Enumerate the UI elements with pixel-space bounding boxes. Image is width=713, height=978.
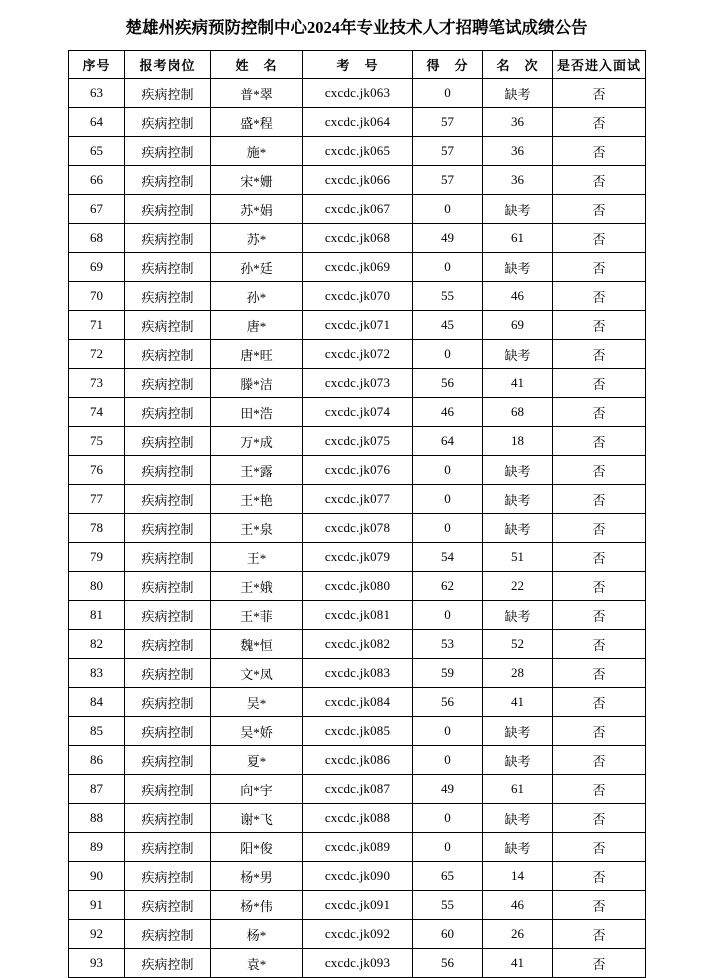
cell-post: 疾病控制 xyxy=(125,369,211,398)
cell-post: 疾病控制 xyxy=(125,224,211,253)
cell-interview: 否 xyxy=(553,920,646,949)
cell-name: 王*泉 xyxy=(211,514,303,543)
cell-post: 疾病控制 xyxy=(125,601,211,630)
cell-interview: 否 xyxy=(553,891,646,920)
cell-score: 65 xyxy=(413,862,483,891)
cell-post: 疾病控制 xyxy=(125,630,211,659)
cell-exam-number: cxcdc.jk075 xyxy=(303,427,413,456)
cell-score: 57 xyxy=(413,137,483,166)
cell-name: 普*翠 xyxy=(211,79,303,108)
cell-score: 57 xyxy=(413,166,483,195)
cell-exam-number: cxcdc.jk089 xyxy=(303,833,413,862)
cell-score: 54 xyxy=(413,543,483,572)
cell-interview: 否 xyxy=(553,224,646,253)
table-row xyxy=(69,572,646,601)
cell-post: 疾病控制 xyxy=(125,311,211,340)
cell-exam-number: cxcdc.jk092 xyxy=(303,920,413,949)
cell-name: 魏*恒 xyxy=(211,630,303,659)
cell-score: 46 xyxy=(413,398,483,427)
cell-exam-number: cxcdc.jk087 xyxy=(303,775,413,804)
cell-rank: 69 xyxy=(483,311,553,340)
cell-post: 疾病控制 xyxy=(125,253,211,282)
cell-name: 苏*娟 xyxy=(211,195,303,224)
cell-name: 谢*飞 xyxy=(211,804,303,833)
cell-score: 0 xyxy=(413,833,483,862)
cell-seq: 93 xyxy=(69,949,125,978)
cell-seq: 74 xyxy=(69,398,125,427)
cell-score: 49 xyxy=(413,224,483,253)
column-header-score: 得 分 xyxy=(413,51,483,79)
cell-post: 疾病控制 xyxy=(125,572,211,601)
cell-interview: 否 xyxy=(553,514,646,543)
table-row xyxy=(69,543,646,572)
cell-rank: 36 xyxy=(483,166,553,195)
cell-post: 疾病控制 xyxy=(125,514,211,543)
cell-seq: 85 xyxy=(69,717,125,746)
cell-rank: 68 xyxy=(483,398,553,427)
cell-score: 56 xyxy=(413,688,483,717)
cell-score: 59 xyxy=(413,659,483,688)
cell-score: 53 xyxy=(413,630,483,659)
cell-seq: 82 xyxy=(69,630,125,659)
cell-interview: 否 xyxy=(553,398,646,427)
cell-interview: 否 xyxy=(553,630,646,659)
cell-exam-number: cxcdc.jk080 xyxy=(303,572,413,601)
cell-post: 疾病控制 xyxy=(125,398,211,427)
table-row xyxy=(69,340,646,369)
cell-interview: 否 xyxy=(553,282,646,311)
cell-name: 田*浩 xyxy=(211,398,303,427)
cell-exam-number: cxcdc.jk066 xyxy=(303,166,413,195)
cell-post: 疾病控制 xyxy=(125,949,211,978)
cell-seq: 67 xyxy=(69,195,125,224)
cell-rank: 缺考 xyxy=(483,340,553,369)
table-row xyxy=(69,659,646,688)
table-row xyxy=(69,775,646,804)
cell-seq: 83 xyxy=(69,659,125,688)
cell-score: 56 xyxy=(413,949,483,978)
cell-seq: 84 xyxy=(69,688,125,717)
cell-rank: 缺考 xyxy=(483,804,553,833)
cell-rank: 缺考 xyxy=(483,833,553,862)
cell-name: 阳*俊 xyxy=(211,833,303,862)
cell-exam-number: cxcdc.jk063 xyxy=(303,79,413,108)
cell-exam-number: cxcdc.jk085 xyxy=(303,717,413,746)
cell-rank: 28 xyxy=(483,659,553,688)
cell-exam-number: cxcdc.jk067 xyxy=(303,195,413,224)
cell-score: 0 xyxy=(413,746,483,775)
cell-exam-number: cxcdc.jk074 xyxy=(303,398,413,427)
column-header-name: 姓 名 xyxy=(211,51,303,79)
cell-seq: 66 xyxy=(69,166,125,195)
cell-name: 王*露 xyxy=(211,456,303,485)
cell-seq: 90 xyxy=(69,862,125,891)
cell-seq: 65 xyxy=(69,137,125,166)
cell-score: 0 xyxy=(413,79,483,108)
cell-post: 疾病控制 xyxy=(125,485,211,514)
cell-post: 疾病控制 xyxy=(125,543,211,572)
cell-name: 唐*旺 xyxy=(211,340,303,369)
cell-seq: 77 xyxy=(69,485,125,514)
cell-interview: 否 xyxy=(553,485,646,514)
cell-rank: 41 xyxy=(483,369,553,398)
cell-interview: 否 xyxy=(553,456,646,485)
cell-post: 疾病控制 xyxy=(125,195,211,224)
cell-seq: 92 xyxy=(69,920,125,949)
cell-score: 0 xyxy=(413,514,483,543)
cell-score: 0 xyxy=(413,804,483,833)
cell-exam-number: cxcdc.jk069 xyxy=(303,253,413,282)
cell-name: 万*成 xyxy=(211,427,303,456)
cell-seq: 79 xyxy=(69,543,125,572)
cell-score: 0 xyxy=(413,340,483,369)
cell-seq: 80 xyxy=(69,572,125,601)
cell-seq: 64 xyxy=(69,108,125,137)
cell-post: 疾病控制 xyxy=(125,137,211,166)
column-header-rank: 名 次 xyxy=(483,51,553,79)
cell-post: 疾病控制 xyxy=(125,456,211,485)
table-row xyxy=(69,369,646,398)
cell-name: 施* xyxy=(211,137,303,166)
cell-seq: 71 xyxy=(69,311,125,340)
cell-interview: 否 xyxy=(553,717,646,746)
cell-score: 0 xyxy=(413,717,483,746)
cell-interview: 否 xyxy=(553,601,646,630)
results-table-container xyxy=(0,50,713,978)
cell-post: 疾病控制 xyxy=(125,746,211,775)
cell-rank: 46 xyxy=(483,891,553,920)
cell-exam-number: cxcdc.jk082 xyxy=(303,630,413,659)
page-title: 楚雄州疾病预防控制中心2024年专业技术人才招聘笔试成绩公告 xyxy=(125,18,588,37)
cell-rank: 36 xyxy=(483,137,553,166)
cell-rank: 18 xyxy=(483,427,553,456)
cell-seq: 76 xyxy=(69,456,125,485)
cell-exam-number: cxcdc.jk071 xyxy=(303,311,413,340)
cell-name: 文*凤 xyxy=(211,659,303,688)
cell-post: 疾病控制 xyxy=(125,891,211,920)
table-row xyxy=(69,427,646,456)
cell-rank: 缺考 xyxy=(483,746,553,775)
cell-interview: 否 xyxy=(553,862,646,891)
cell-exam-number: cxcdc.jk077 xyxy=(303,485,413,514)
cell-interview: 否 xyxy=(553,804,646,833)
cell-post: 疾病控制 xyxy=(125,775,211,804)
cell-name: 孙* xyxy=(211,282,303,311)
cell-rank: 缺考 xyxy=(483,514,553,543)
cell-name: 王*菲 xyxy=(211,601,303,630)
table-row xyxy=(69,688,646,717)
table-row xyxy=(69,601,646,630)
cell-interview: 否 xyxy=(553,340,646,369)
cell-exam-number: cxcdc.jk076 xyxy=(303,456,413,485)
cell-rank: 缺考 xyxy=(483,485,553,514)
table-row xyxy=(69,108,646,137)
table-row xyxy=(69,166,646,195)
cell-interview: 否 xyxy=(553,833,646,862)
cell-seq: 87 xyxy=(69,775,125,804)
table-row xyxy=(69,137,646,166)
table-row xyxy=(69,195,646,224)
table-row xyxy=(69,746,646,775)
table-row xyxy=(69,282,646,311)
cell-post: 疾病控制 xyxy=(125,659,211,688)
cell-rank: 缺考 xyxy=(483,195,553,224)
cell-exam-number: cxcdc.jk083 xyxy=(303,659,413,688)
cell-score: 55 xyxy=(413,891,483,920)
cell-post: 疾病控制 xyxy=(125,717,211,746)
cell-name: 王*娥 xyxy=(211,572,303,601)
table-row xyxy=(69,833,646,862)
table-row xyxy=(69,398,646,427)
cell-rank: 缺考 xyxy=(483,456,553,485)
cell-score: 0 xyxy=(413,601,483,630)
cell-name: 杨*伟 xyxy=(211,891,303,920)
cell-rank: 41 xyxy=(483,688,553,717)
cell-exam-number: cxcdc.jk070 xyxy=(303,282,413,311)
cell-rank: 26 xyxy=(483,920,553,949)
cell-score: 0 xyxy=(413,195,483,224)
cell-interview: 否 xyxy=(553,166,646,195)
cell-post: 疾病控制 xyxy=(125,166,211,195)
cell-name: 袁* xyxy=(211,949,303,978)
cell-rank: 36 xyxy=(483,108,553,137)
cell-post: 疾病控制 xyxy=(125,862,211,891)
table-row xyxy=(69,311,646,340)
cell-name: 夏* xyxy=(211,746,303,775)
table-row xyxy=(69,224,646,253)
table-header-row xyxy=(69,51,646,79)
cell-score: 62 xyxy=(413,572,483,601)
cell-rank: 61 xyxy=(483,224,553,253)
cell-post: 疾病控制 xyxy=(125,427,211,456)
cell-interview: 否 xyxy=(553,688,646,717)
table-row xyxy=(69,862,646,891)
cell-exam-number: cxcdc.jk088 xyxy=(303,804,413,833)
cell-exam-number: cxcdc.jk064 xyxy=(303,108,413,137)
cell-seq: 91 xyxy=(69,891,125,920)
cell-seq: 68 xyxy=(69,224,125,253)
cell-post: 疾病控制 xyxy=(125,108,211,137)
cell-name: 吴*娇 xyxy=(211,717,303,746)
cell-name: 苏* xyxy=(211,224,303,253)
table-row xyxy=(69,630,646,659)
cell-interview: 否 xyxy=(553,108,646,137)
cell-name: 杨*男 xyxy=(211,862,303,891)
cell-interview: 否 xyxy=(553,137,646,166)
cell-exam-number: cxcdc.jk078 xyxy=(303,514,413,543)
cell-post: 疾病控制 xyxy=(125,282,211,311)
cell-post: 疾病控制 xyxy=(125,340,211,369)
cell-exam-number: cxcdc.jk084 xyxy=(303,688,413,717)
cell-name: 唐* xyxy=(211,311,303,340)
cell-name: 王* xyxy=(211,543,303,572)
cell-post: 疾病控制 xyxy=(125,688,211,717)
cell-exam-number: cxcdc.jk090 xyxy=(303,862,413,891)
cell-seq: 81 xyxy=(69,601,125,630)
cell-seq: 63 xyxy=(69,79,125,108)
cell-name: 盛*程 xyxy=(211,108,303,137)
cell-exam-number: cxcdc.jk093 xyxy=(303,949,413,978)
cell-score: 57 xyxy=(413,108,483,137)
table-row xyxy=(69,79,646,108)
cell-exam-number: cxcdc.jk079 xyxy=(303,543,413,572)
table-body xyxy=(69,79,646,978)
cell-score: 49 xyxy=(413,775,483,804)
cell-name: 王*艳 xyxy=(211,485,303,514)
cell-exam-number: cxcdc.jk068 xyxy=(303,224,413,253)
cell-name: 宋*姗 xyxy=(211,166,303,195)
cell-interview: 否 xyxy=(553,572,646,601)
table-row xyxy=(69,253,646,282)
cell-exam-number: cxcdc.jk072 xyxy=(303,340,413,369)
cell-interview: 否 xyxy=(553,746,646,775)
table-row xyxy=(69,717,646,746)
column-header-interview: 是否进入面试 xyxy=(553,51,646,79)
cell-seq: 69 xyxy=(69,253,125,282)
cell-seq: 72 xyxy=(69,340,125,369)
cell-interview: 否 xyxy=(553,253,646,282)
cell-score: 56 xyxy=(413,369,483,398)
cell-exam-number: cxcdc.jk081 xyxy=(303,601,413,630)
cell-name: 杨* xyxy=(211,920,303,949)
cell-rank: 51 xyxy=(483,543,553,572)
cell-rank: 46 xyxy=(483,282,553,311)
cell-score: 0 xyxy=(413,485,483,514)
table-row xyxy=(69,891,646,920)
cell-exam-number: cxcdc.jk073 xyxy=(303,369,413,398)
cell-seq: 78 xyxy=(69,514,125,543)
cell-post: 疾病控制 xyxy=(125,804,211,833)
column-header-exam-number: 考 号 xyxy=(303,51,413,79)
cell-post: 疾病控制 xyxy=(125,920,211,949)
cell-interview: 否 xyxy=(553,427,646,456)
cell-post: 疾病控制 xyxy=(125,833,211,862)
cell-name: 滕*洁 xyxy=(211,369,303,398)
cell-rank: 61 xyxy=(483,775,553,804)
cell-interview: 否 xyxy=(553,369,646,398)
cell-rank: 41 xyxy=(483,949,553,978)
cell-rank: 14 xyxy=(483,862,553,891)
cell-score: 64 xyxy=(413,427,483,456)
cell-name: 向*宇 xyxy=(211,775,303,804)
cell-seq: 86 xyxy=(69,746,125,775)
column-header-post: 报考岗位 xyxy=(125,51,211,79)
cell-exam-number: cxcdc.jk086 xyxy=(303,746,413,775)
table-row xyxy=(69,949,646,978)
table-row xyxy=(69,920,646,949)
cell-score: 0 xyxy=(413,456,483,485)
table-row xyxy=(69,514,646,543)
cell-rank: 缺考 xyxy=(483,601,553,630)
cell-rank: 缺考 xyxy=(483,79,553,108)
cell-name: 吴* xyxy=(211,688,303,717)
cell-name: 孙*廷 xyxy=(211,253,303,282)
cell-seq: 75 xyxy=(69,427,125,456)
column-header-seq: 序号 xyxy=(69,51,125,79)
cell-score: 45 xyxy=(413,311,483,340)
exam-results-table xyxy=(68,50,646,978)
cell-seq: 88 xyxy=(69,804,125,833)
cell-rank: 22 xyxy=(483,572,553,601)
cell-exam-number: cxcdc.jk091 xyxy=(303,891,413,920)
cell-seq: 73 xyxy=(69,369,125,398)
cell-seq: 70 xyxy=(69,282,125,311)
cell-interview: 否 xyxy=(553,195,646,224)
cell-interview: 否 xyxy=(553,659,646,688)
cell-interview: 否 xyxy=(553,79,646,108)
cell-score: 60 xyxy=(413,920,483,949)
cell-post: 疾病控制 xyxy=(125,79,211,108)
cell-seq: 89 xyxy=(69,833,125,862)
cell-interview: 否 xyxy=(553,311,646,340)
table-row xyxy=(69,804,646,833)
cell-rank: 缺考 xyxy=(483,253,553,282)
cell-exam-number: cxcdc.jk065 xyxy=(303,137,413,166)
cell-rank: 缺考 xyxy=(483,717,553,746)
table-row xyxy=(69,485,646,514)
table-row xyxy=(69,456,646,485)
cell-interview: 否 xyxy=(553,543,646,572)
table-header xyxy=(69,51,646,79)
cell-score: 0 xyxy=(413,253,483,282)
cell-interview: 否 xyxy=(553,775,646,804)
cell-rank: 52 xyxy=(483,630,553,659)
cell-interview: 否 xyxy=(553,949,646,978)
cell-score: 55 xyxy=(413,282,483,311)
